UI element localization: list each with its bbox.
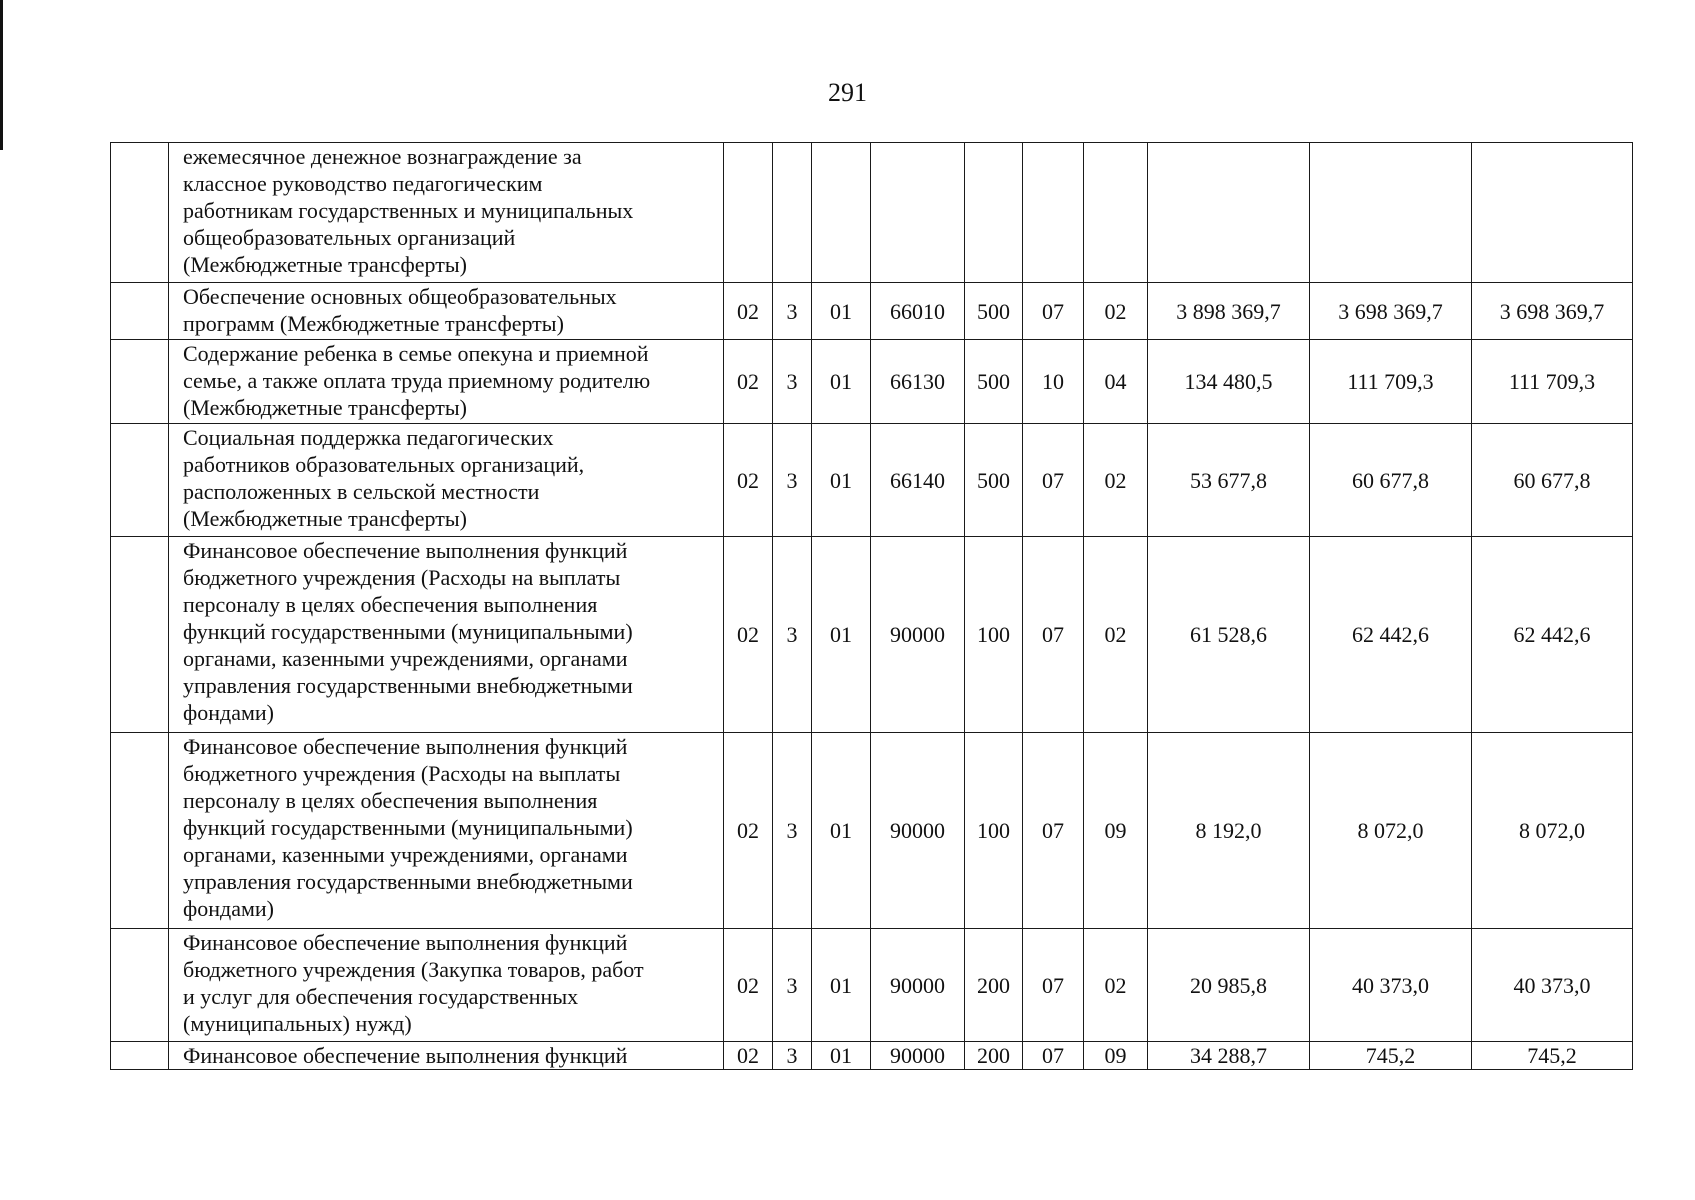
code-target-cell: 66140 <box>871 424 965 537</box>
amount-year-1-cell: 61 528,6 <box>1148 537 1310 733</box>
amount-year-1-cell: 8 192,0 <box>1148 733 1310 929</box>
code-section-cell <box>1023 143 1084 283</box>
row-index-cell <box>111 537 169 733</box>
code-subprogram-cell: 3 <box>773 424 812 537</box>
code-section-cell: 07 <box>1023 424 1084 537</box>
code-group-cell: 01 <box>812 929 871 1042</box>
budget-table <box>110 142 1633 1070</box>
table-body <box>111 143 1633 1070</box>
code-expense-type-cell: 100 <box>965 537 1023 733</box>
code-subprogram-cell: 3 <box>773 340 812 424</box>
row-description: Содержание ребенка в семье опекуна и приемной семье, а также оплата труда приемному родителю (Межбюджетные трансферты) <box>183 341 651 420</box>
code-group-cell: 01 <box>812 283 871 340</box>
row-index-cell <box>111 733 169 929</box>
code-subprogram-cell: 3 <box>773 283 812 340</box>
amount-year-3-cell: 60 677,8 <box>1472 424 1633 537</box>
row-description-cell <box>169 283 724 340</box>
code-expense-type-cell: 200 <box>965 1042 1023 1070</box>
table-row <box>111 1042 1633 1070</box>
row-description: ежемесячное денежное вознаграждение за классное руководство педагогическим работникам государственных и муниципальных общеобразовательных организаций (Межбюджетные трансферты) <box>183 144 634 277</box>
code-expense-type-cell: 100 <box>965 733 1023 929</box>
row-description-cell <box>169 929 724 1042</box>
amount-year-2-cell <box>1310 143 1472 283</box>
row-description: Финансовое обеспечение выполнения функций бюджетного учреждения (Закупка товаров, работ и услуг для обеспечения государственных (муниципальных) нужд) <box>183 930 644 1036</box>
row-description-cell <box>169 143 724 283</box>
code-section-cell: 07 <box>1023 537 1084 733</box>
code-group-cell: 01 <box>812 733 871 929</box>
amount-year-2-cell: 62 442,6 <box>1310 537 1472 733</box>
amount-year-1-cell <box>1148 143 1310 283</box>
code-target-cell: 90000 <box>871 929 965 1042</box>
code-target-cell: 90000 <box>871 733 965 929</box>
amount-year-3-cell: 745,2 <box>1472 1042 1633 1070</box>
code-program-cell: 02 <box>724 733 773 929</box>
code-subsection-cell: 04 <box>1084 340 1148 424</box>
code-subprogram-cell: 3 <box>773 733 812 929</box>
table-row <box>111 340 1633 424</box>
amount-year-2-cell: 745,2 <box>1310 1042 1472 1070</box>
amount-year-1-cell: 3 898 369,7 <box>1148 283 1310 340</box>
amount-year-3-cell <box>1472 143 1633 283</box>
code-program-cell: 02 <box>724 424 773 537</box>
code-expense-type-cell: 200 <box>965 929 1023 1042</box>
amount-year-2-cell: 3 698 369,7 <box>1310 283 1472 340</box>
table-row <box>111 283 1633 340</box>
row-description: Социальная поддержка педагогических работников образовательных организаций, расположенных в сельской местности (Межбюджетные трансферты) <box>183 425 585 531</box>
row-index-cell <box>111 1042 169 1070</box>
code-program-cell: 02 <box>724 283 773 340</box>
code-program-cell: 02 <box>724 340 773 424</box>
code-subsection-cell: 02 <box>1084 537 1148 733</box>
amount-year-1-cell: 20 985,8 <box>1148 929 1310 1042</box>
code-group-cell: 01 <box>812 537 871 733</box>
amount-year-1-cell: 34 288,7 <box>1148 1042 1310 1070</box>
table-row <box>111 929 1633 1042</box>
code-subprogram-cell: 3 <box>773 1042 812 1070</box>
code-subprogram-cell <box>773 143 812 283</box>
code-subprogram-cell: 3 <box>773 929 812 1042</box>
code-subsection-cell: 02 <box>1084 283 1148 340</box>
code-expense-type-cell: 500 <box>965 424 1023 537</box>
amount-year-3-cell: 3 698 369,7 <box>1472 283 1633 340</box>
table-row <box>111 143 1633 283</box>
row-description: Финансовое обеспечение выполнения функций <box>183 1043 628 1068</box>
row-description-cell <box>169 537 724 733</box>
code-target-cell: 66130 <box>871 340 965 424</box>
code-expense-type-cell: 500 <box>965 340 1023 424</box>
row-index-cell <box>111 929 169 1042</box>
row-description-cell <box>169 733 724 929</box>
code-expense-type-cell <box>965 143 1023 283</box>
amount-year-2-cell: 60 677,8 <box>1310 424 1472 537</box>
amount-year-2-cell: 8 072,0 <box>1310 733 1472 929</box>
code-program-cell <box>724 143 773 283</box>
row-index-cell <box>111 283 169 340</box>
row-description: Финансовое обеспечение выполнения функций бюджетного учреждения (Расходы на выплаты персоналу в целях обеспечения выполнения функций государственными (муниципальными) органами, казенными учреждениями, органами управления государственными внебюджетными фондами) <box>183 734 633 921</box>
row-index-cell <box>111 340 169 424</box>
amount-year-3-cell: 40 373,0 <box>1472 929 1633 1042</box>
scan-edge-line <box>0 0 3 150</box>
table-row <box>111 537 1633 733</box>
amount-year-3-cell: 111 709,3 <box>1472 340 1633 424</box>
code-target-cell: 66010 <box>871 283 965 340</box>
row-description-cell <box>169 424 724 537</box>
code-section-cell: 07 <box>1023 1042 1084 1070</box>
row-description-cell <box>169 1042 724 1070</box>
table-row <box>111 424 1633 537</box>
amount-year-2-cell: 111 709,3 <box>1310 340 1472 424</box>
code-subsection-cell: 09 <box>1084 733 1148 929</box>
amount-year-2-cell: 40 373,0 <box>1310 929 1472 1042</box>
code-section-cell: 07 <box>1023 929 1084 1042</box>
amount-year-3-cell: 8 072,0 <box>1472 733 1633 929</box>
code-program-cell: 02 <box>724 1042 773 1070</box>
code-group-cell <box>812 143 871 283</box>
code-target-cell <box>871 143 965 283</box>
code-subsection-cell: 09 <box>1084 1042 1148 1070</box>
row-description-cell <box>169 340 724 424</box>
row-description: Обеспечение основных общеобразовательных программ (Межбюджетные трансферты) <box>183 284 617 336</box>
row-description: Финансовое обеспечение выполнения функций бюджетного учреждения (Расходы на выплаты персоналу в целях обеспечения выполнения функций государственными (муниципальными) органами, казенными учреждениями, органами управления государственными внебюджетными фондами) <box>183 538 633 725</box>
code-group-cell: 01 <box>812 1042 871 1070</box>
code-subsection-cell: 02 <box>1084 424 1148 537</box>
code-section-cell: 07 <box>1023 283 1084 340</box>
row-index-cell <box>111 143 169 283</box>
amount-year-1-cell: 53 677,8 <box>1148 424 1310 537</box>
amount-year-3-cell: 62 442,6 <box>1472 537 1633 733</box>
code-expense-type-cell: 500 <box>965 283 1023 340</box>
code-target-cell: 90000 <box>871 537 965 733</box>
code-subprogram-cell: 3 <box>773 537 812 733</box>
code-program-cell: 02 <box>724 929 773 1042</box>
page-number: 291 <box>828 78 867 107</box>
code-subsection-cell <box>1084 143 1148 283</box>
code-group-cell: 01 <box>812 424 871 537</box>
amount-year-1-cell: 134 480,5 <box>1148 340 1310 424</box>
row-index-cell <box>111 424 169 537</box>
table-row <box>111 733 1633 929</box>
code-program-cell: 02 <box>724 537 773 733</box>
code-target-cell: 90000 <box>871 1042 965 1070</box>
code-section-cell: 07 <box>1023 733 1084 929</box>
code-subsection-cell: 02 <box>1084 929 1148 1042</box>
code-group-cell: 01 <box>812 340 871 424</box>
code-section-cell: 10 <box>1023 340 1084 424</box>
